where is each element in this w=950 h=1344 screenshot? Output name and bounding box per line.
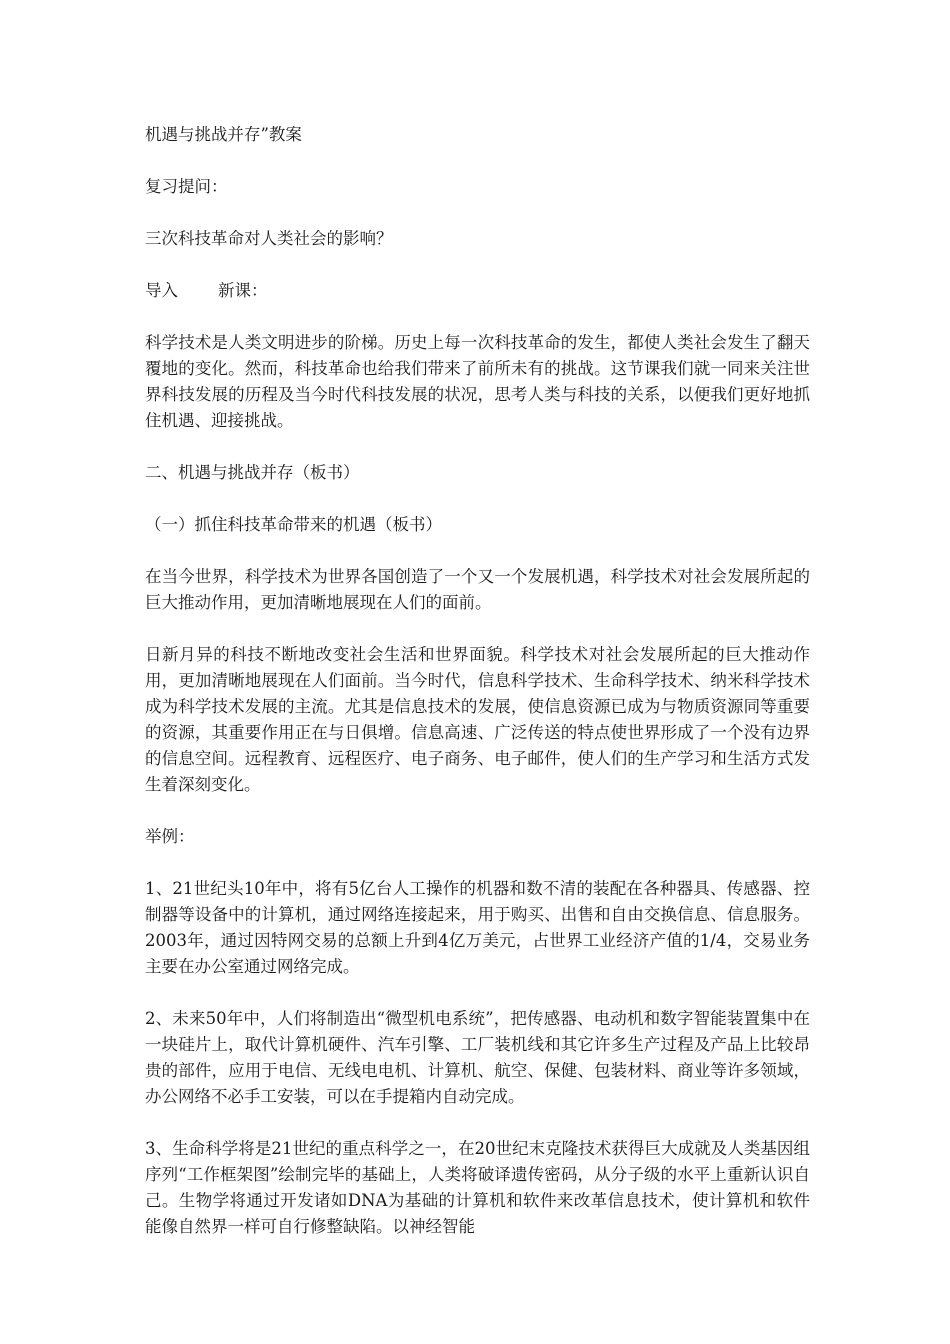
intro-paragraph: 科学技术是人类文明进步的阶梯。历史上每一次科技革命的发生，都使人类社会发生了翻天覆地的变化。然而，科技革命也给我们带来了前所未有的挑战。这节课我们就一同来关注世界科技发展的历程及当今时代科技发展的状况，思考人类与科技的关系，以便我们更好地抓住机遇、迎接挑战。 <box>145 333 810 430</box>
review-question: 三次科技革命对人类社会的影响？ <box>145 229 393 248</box>
intro-line <box>145 278 810 304</box>
intro-label: 导入 <box>145 281 178 300</box>
new-lesson-label: 新课： <box>218 281 268 300</box>
change-paragraph: 日新月异的科技不断地改变社会生活和世界面貌。科学技术对社会发展所起的巨大推动作用，更加清晰地展现在人们面前。当今时代，信息科学技术、生命科学技术、纳米科学技术成为科学技术发展的主流。尤其是信息技术的发展，使信息资源已成为与物质资源同等重要的资源，其重要作用正在与日俱增。信息高速、广泛传送的特点使世界形成了一个没有边界的信息空间。远程教育、远程医疗、电子商务、电子邮件，使人们的生产学习和生活方式发生着深刻变化。 <box>145 645 810 794</box>
section-heading: 二、机遇与挑战并存（板书） <box>145 463 360 482</box>
subsection-heading: （一）抓住科技革命带来的机遇（板书） <box>145 515 442 534</box>
example-1: 1、21世纪头10年中，将有5亿台人工操作的机器和数不清的装配在各种器具、传感器、控制器等设备中的计算机，通过网络连接起来，用于购买、出售和自由交换信息、信息服务。2003年，通过因特网交易的总额上升到4亿万美元，占世界工业经济产值的1/4，交易业务主要在办公室通过网络完成。 <box>145 879 810 976</box>
opportunity-paragraph: 在当今世界，科学技术为世界各国创造了一个又一个发展机遇，科学技术对社会发展所起的巨大推动作用，更加清晰地展现在人们的面前。 <box>145 567 810 612</box>
document-page <box>145 122 810 1266</box>
review-heading: 复习提问： <box>145 177 228 196</box>
example-3: 3、生命科学将是21世纪的重点科学之一，在20世纪末克隆技术获得巨大成就及人类基因组序列“工作框架图”绘制完毕的基础上，人类将破译遗传密码，从分子级的水平上重新认识自己。生物学将通过开发诸如DNA为基础的计算机和软件来改革信息技术，使计算机和软件能像自然界一样可自行修整缺陷。以神经智能 <box>145 1139 810 1236</box>
example-2: 2、未来50年中，人们将制造出“微型机电系统”，把传感器、电动机和数字智能装置集中在一块硅片上，取代计算机硬件、汽车引擎、工厂装机线和其它许多生产过程及产品上比较昂贵的部件，应用于电信、无线电电机、计算机、航空、保健、包装材料、商业等许多领域，办公网络不必手工安装，可以在手提箱内自动完成。 <box>145 1009 810 1106</box>
examples-heading: 举例： <box>145 827 195 846</box>
document-title: 机遇与挑战并存”教案 <box>145 125 302 144</box>
